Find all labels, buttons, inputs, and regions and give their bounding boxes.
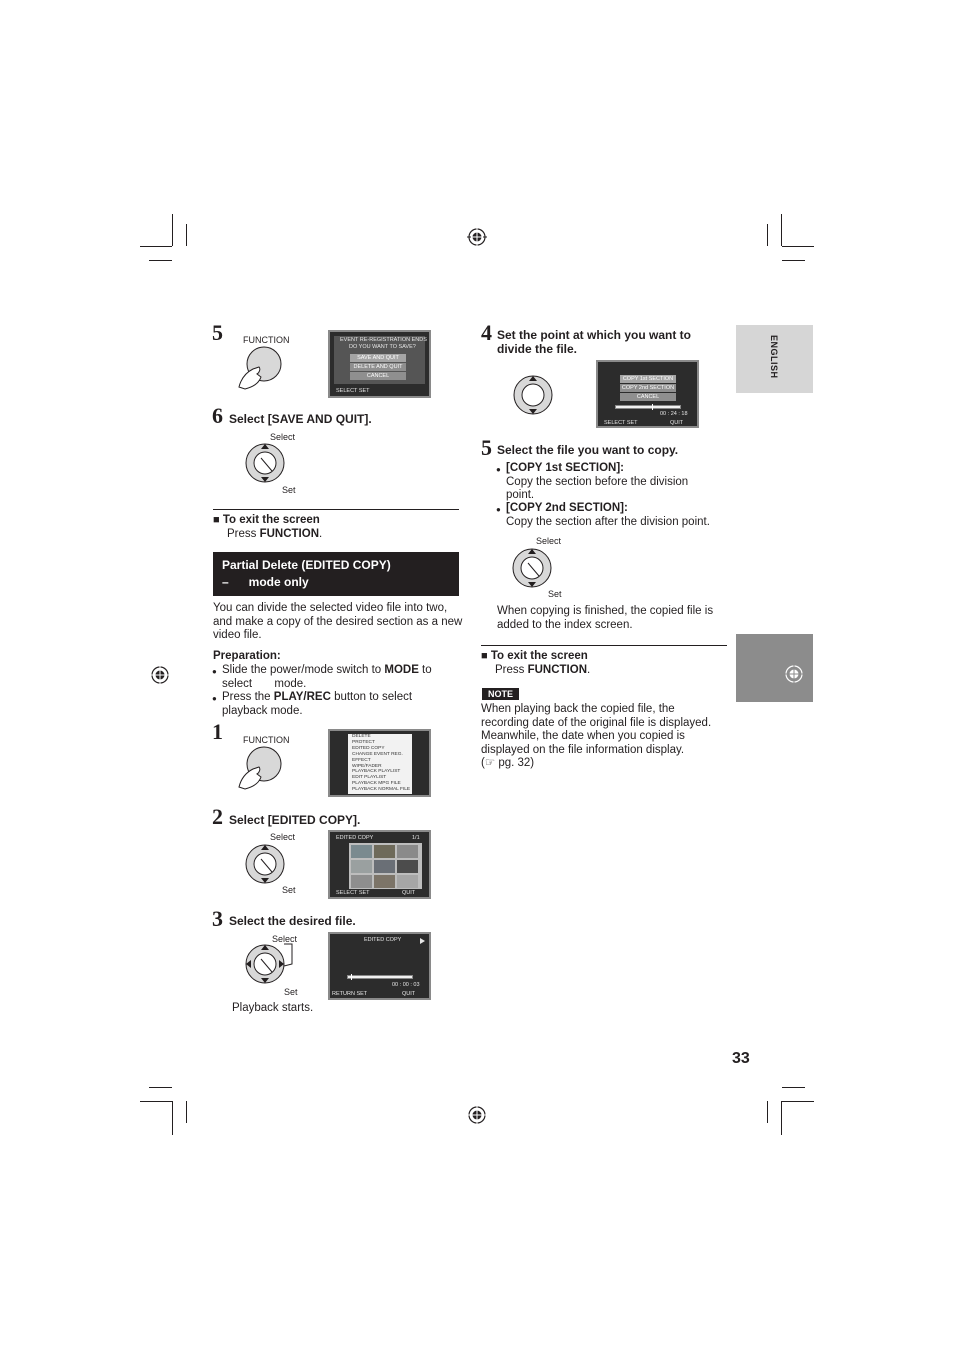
menu-item: PLAYBACK MPG FILE [352,781,401,787]
menu-item-copy-2nd: COPY 2nd SECTION [621,385,675,391]
step-title-line2: divide the file. [497,342,578,356]
function-menu-screen [328,729,431,797]
note-line: (☞ pg. 32) [481,757,535,770]
menu-item: EDIT PLAYLIST [352,775,387,781]
set-label: Set [548,589,562,599]
select-label: Select [270,432,296,442]
note-line: displayed on the file information display. [481,743,685,756]
language-tab-label: ENGLISH [769,335,779,379]
screen-footer-right: QUIT [670,420,684,426]
preparation-heading: Preparation: [213,650,281,662]
intro-text: You can divide the selected video file into two, and make a copy of the desired section as a new video file. [213,602,463,642]
note-line: When playing back the copied file, the [481,703,675,715]
copy-2nd-text: Copy the section after the division point. [506,515,710,528]
prep-mode: MODE [384,664,419,676]
dial-icon [512,373,556,417]
playback-starts-note: Playback starts. [232,1002,314,1014]
screen-footer-left: SELECT SET [336,890,370,896]
menu-item: EDITED COPY [352,745,385,751]
division-point-screen [596,360,699,428]
menu-item: DELETE [352,734,371,739]
menu-item-save-and-quit: SAVE AND QUIT [350,354,406,362]
select-label: Select [270,832,296,842]
screen-footer-left: RETURN SET [332,991,368,997]
screen-time: 00 : 00 : 03 [392,982,420,988]
prep-bullet-2 [222,691,462,718]
menu-item: PLAYBACK PLAYLIST [352,769,401,775]
playback-screen [328,932,431,1000]
dial-select-icon [244,942,296,988]
copy-2nd-title: [COPY 2nd SECTION]: [506,502,628,514]
prep-text: Press the [222,691,274,703]
copy-finished-line: When copying is finished, the copied file is [497,605,714,617]
section-subtitle: – mode only [222,575,309,589]
screen-footer: SELECT SET [336,388,370,394]
menu-item-copy-1st: COPY 1st SECTION [620,375,676,383]
step-title-line1: Set the point at which you want to [497,328,691,342]
registration-mark-top-icon [467,227,487,247]
dial-select-icon [244,441,288,485]
prep-text: to [418,664,432,676]
menu-item: WIPE/FADER [352,763,382,769]
screen-title: EDITED COPY [336,835,374,841]
registration-mark-left-icon [150,665,170,685]
copy-1st-title: [COPY 1st SECTION]: [506,462,624,474]
prep-text: select mode. [222,677,307,690]
exit-period: . [319,527,323,540]
copy-finished-line: added to the index screen. [497,618,633,631]
side-gray-tab [736,634,813,702]
step-number: 3 [212,906,223,931]
screen-footer-right: QUIT [402,890,416,896]
step-number: 6 [212,403,223,428]
registration-mark-right-icon [784,664,804,684]
prep-text: Slide the power/mode switch to [222,664,385,676]
menu-item: PLAYBACK NORMAL FILE [352,787,411,793]
select-label: Select [272,934,298,944]
step-title: Select the desired file. [229,914,356,928]
copy-1st-bullet [506,462,731,503]
step-title: Select [SAVE AND QUIT]. [229,412,372,426]
exit-press: Press [495,663,528,676]
note-text [481,703,731,771]
prep-bullet-1 [222,664,462,691]
set-label: Set [284,987,298,997]
screen-footer-right: QUIT [402,991,416,997]
step-title: Select the file you want to copy. [497,443,679,457]
copy-2nd-bullet [506,502,731,529]
progress-bar [347,975,413,979]
exit-function: FUNCTION [527,663,588,676]
select-label: Select [536,536,562,546]
step-title: Select [EDITED COPY]. [229,813,361,827]
divider [481,645,727,646]
exit-screen-block: ■ To exit the screen Press FUNCTION. [481,650,591,676]
step-number: 5 [212,320,223,345]
screen-page: 1/1 [412,835,420,841]
language-tab [736,325,813,393]
menu-item-delete-and-quit: DELETE AND QUIT [350,363,406,371]
copy-1st-text: Copy the section before the division [506,475,689,488]
screen-time: 00 : 24 : 18 [660,411,688,417]
prep-text: playback mode. [222,704,303,717]
function-menu-list [352,734,410,793]
set-label: Set [282,485,296,495]
menu-item: EFFECT [352,757,371,763]
menu-item-cancel: CANCEL [620,393,676,401]
copy-1st-text: point. [506,489,535,502]
section-title: Partial Delete (EDITED COPY) [222,558,391,572]
copy-finished-text [497,605,732,632]
screen-footer-left: SELECT SET [604,420,638,426]
section-header [213,552,459,596]
play-icon [420,938,425,944]
function-button-label: FUNCTION [243,735,290,745]
exit-press: Press [227,527,260,540]
dial-select-icon [244,842,288,886]
exit-period: . [587,663,591,676]
note-badge: NOTE [482,688,519,700]
function-button-press-icon [235,343,285,391]
function-button-label: FUNCTION [243,335,290,345]
function-button-press-icon [235,743,285,791]
menu-item: PROTECT [352,739,375,745]
dial-select-icon [511,546,555,590]
exit-function: FUNCTION [259,527,320,540]
screen-question: DO YOU WANT TO SAVE? [349,344,416,350]
step-number: 4 [481,320,492,345]
exit-title: To exit the screen [222,514,320,526]
progress-bar [615,405,681,409]
screen-header: EVENT RE-REGISTRATION ENDS [340,337,427,343]
note-line: recording date of the original file is displayed. [481,716,712,729]
prep-text: button to select [330,691,413,703]
edited-copy-index-screen [328,830,431,899]
set-label: Set [282,885,296,895]
save-dialog-screen [328,330,431,398]
note-line: Meanwhile, the date when you copied is [481,730,685,743]
prep-play-rec: PLAY/REC [273,691,331,703]
page-number: 33 [732,1050,750,1067]
step-number: 2 [212,804,223,829]
screen-title: EDITED COPY [364,937,402,943]
exit-title: To exit the screen [490,650,588,662]
menu-item: CHANGE EVENT REG. [352,751,403,757]
step-number: 1 [212,719,223,744]
registration-mark-bottom-icon [467,1105,487,1125]
preparation-title [213,650,281,664]
divider [213,509,459,510]
exit-screen-block: ■ To exit the screen Press FUNCTION. [213,514,323,540]
menu-item-cancel: CANCEL [350,372,406,380]
step-number: 5 [481,435,492,460]
